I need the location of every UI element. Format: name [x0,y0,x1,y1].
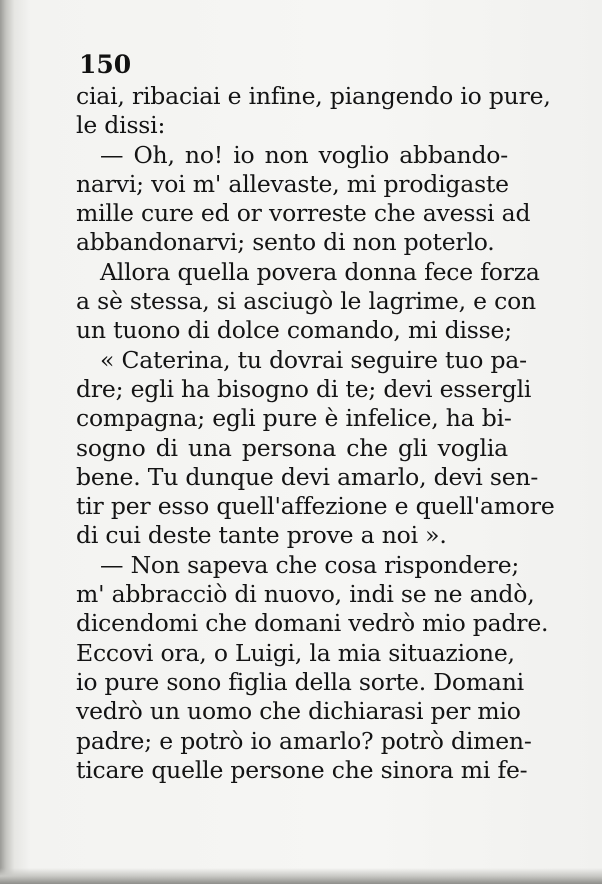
text-line: di cui deste tante prove a noi ». [76,521,447,550]
text-line: tir per esso quell'affezione e quell'amore [76,492,555,521]
text-line: ticare quelle persone che sinora mi fe- [76,755,528,784]
text-line: dre; egli ha bisogno di te; devi essergli [76,374,532,403]
text-line: compagna; egli pure è infelice, ha bi- [76,404,512,433]
page-bottom-edge [0,868,602,884]
text-line: — Oh, no! io non voglio abbando- [100,140,508,169]
text-line: dicendomi che domani vedrò mio padre. [76,609,549,638]
body-text [76,82,555,785]
text-line: un tuono di dolce comando, mi disse; [76,316,512,345]
text-line: bene. Tu dunque devi amarlo, devi sen- [76,462,539,491]
text-line: abbandonarvi; sento di non poterlo. [76,228,495,257]
page-number: 150 [79,50,132,79]
text-line: io pure sono figlia della sorte. Domani [76,667,524,696]
text-line: mille cure ed or vorreste che avessi ad [76,199,531,228]
text-line: padre; e potrò io amarlo? potrò dimen- [76,726,532,755]
text-line: « Caterina, tu dovrai seguire tuo pa- [100,345,527,374]
text-line: narvi; voi m' allevaste, mi prodigaste [76,169,509,198]
text-line: ciai, ribaciai e infine, piangendo io pure, [76,82,551,110]
text-line: le dissi: [76,111,166,140]
text-line: a sè stessa, si asciugò le lagrime, e con [76,287,536,316]
text-line: m' abbracciò di nuovo, indi se ne andò, [76,580,535,609]
text-line: Eccovi ora, o Luigi, la mia situazione, [76,638,515,667]
page-binding-shadow [0,0,14,884]
text-line: sogno di una persona che gli voglia [76,433,508,462]
text-line: — Non sapeva che cosa rispondere; [100,550,520,579]
text-line: vedrò un uomo che dichiarasi per mio [76,697,521,726]
text-line: Allora quella povera donna fece forza [100,257,540,286]
